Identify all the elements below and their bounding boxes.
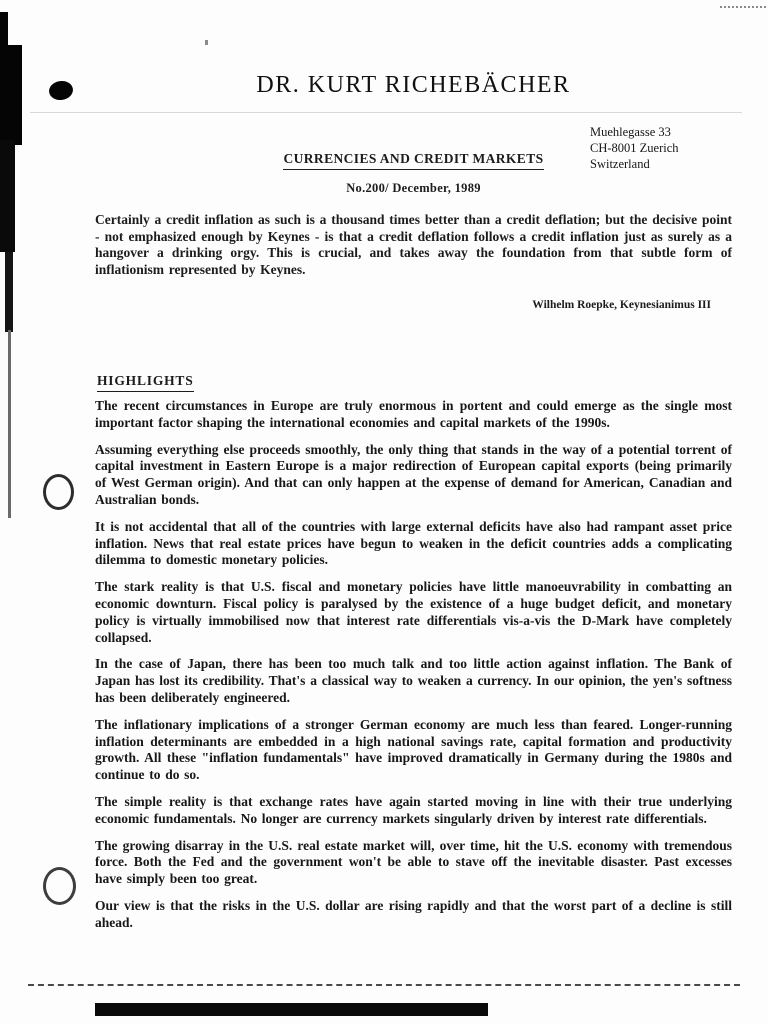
paragraph-9: Our view is that the risks in the U.S. dollar are rising rapidly and that the worst part of a decline is still ahead. [95,897,732,930]
scan-edge-mark [0,140,15,252]
paragraph-3: It is not accidental that all of the countries with large external deficits have also had rampant asset price inflation. News that real estate prices have begun to weaken in the deficit countries adds a complicating dilemma to domestic monetary policies. [95,518,732,568]
paragraph-5: In the case of Japan, there has been too much talk and too little action against inflation. The Bank of Japan has lost its credibility. That's a classical way to weaken a currency. In our opinion, the yen's softness has been deliberately engineered. [95,656,732,705]
scan-speck [205,40,208,45]
epigraph-quote: Certainly a credit inflation as such is a thousand times better than a credit deflation; but the decisive point - not emphasized enough by Keynes - is that a credit deflation follows a credit inflation just as surely as a hangover a drinking orgy. This is crucial, and takes away the foundation from that subtle form of inflationism represented by Keynes. [95,212,732,277]
hole-punch-icon [43,867,76,905]
scan-edge-mark [8,330,11,518]
ink-dot-mark [48,79,74,101]
paragraph-4: The stark reality is that U.S. fiscal and monetary policies have little manoeuvrability in combatting an economic downturn. Fiscal policy is paralysed by the existence of a huge budget deficit, and monetary policy is virtually immobilised now that interest rate differentials vis-a-vis the D-Mark have completely collapsed. [95,579,732,645]
issue-line: No.200/ December, 1989 [346,181,481,195]
scan-dotted-mark [720,6,766,8]
paragraph-8: The growing disarray in the U.S. real estate market will, over time, hit the U.S. economy with tremendous force. Both the Fed and the government won't be able to stave off the inevitable disaster. Past excesses have simply been too great. [95,837,732,887]
hole-punch-icon [43,474,74,510]
section-heading-wrap [97,372,194,392]
scan-edge-mark [5,252,13,332]
address-line-3: Switzerland [590,157,650,171]
epigraph-attribution: Wilhelm Roepke, Keynesianimus III [532,299,711,311]
paragraph-7: The simple reality is that exchange rates have again started moving in line with their true underlying economic fundamentals. No longer are currency markets singularly driven by interest rate differentials. [95,793,732,826]
scan-black-bar [95,1003,488,1016]
highlights-content [95,398,732,942]
paragraph-2: Assuming everything else proceeds smoothly, the only thing that stands in the way of a potential torrent of capital investment in Eastern Europe is a major redirection of European capital exports (being primarily of West German origin). And that can only happen at the expense of demand for American, Canadian and Australian bonds. [95,441,732,507]
newsletter-title-wrap [95,150,732,170]
address-line-2: CH-8001 Zuerich [590,141,679,155]
paragraph-1: The recent circumstances in Europe are truly enormous in portent and could emerge as the single most important factor shaping the international economies and capital markets of the 1990s. [95,398,732,430]
masthead-title: DR. KURT RICHEBÄCHER [256,72,571,98]
section-heading-highlights: HIGHLIGHTS [97,373,194,392]
scan-edge-mark [0,45,22,145]
scan-dashed-line [28,984,740,986]
paragraph-6: The inflationary implications of a stronger German economy are much less than feared. Longer-running inflation determinants are embedded in a high national savings rate, capital formation and productivity growth. All these "inflation fundamentals" have improved dramatically in Germany during the 1980s and continue to do so. [95,716,732,783]
address-line-1: Muehlegasse 33 [590,125,671,139]
masthead-rule [30,112,742,113]
newsletter-title: CURRENCIES AND CREDIT MARKETS [283,151,543,170]
